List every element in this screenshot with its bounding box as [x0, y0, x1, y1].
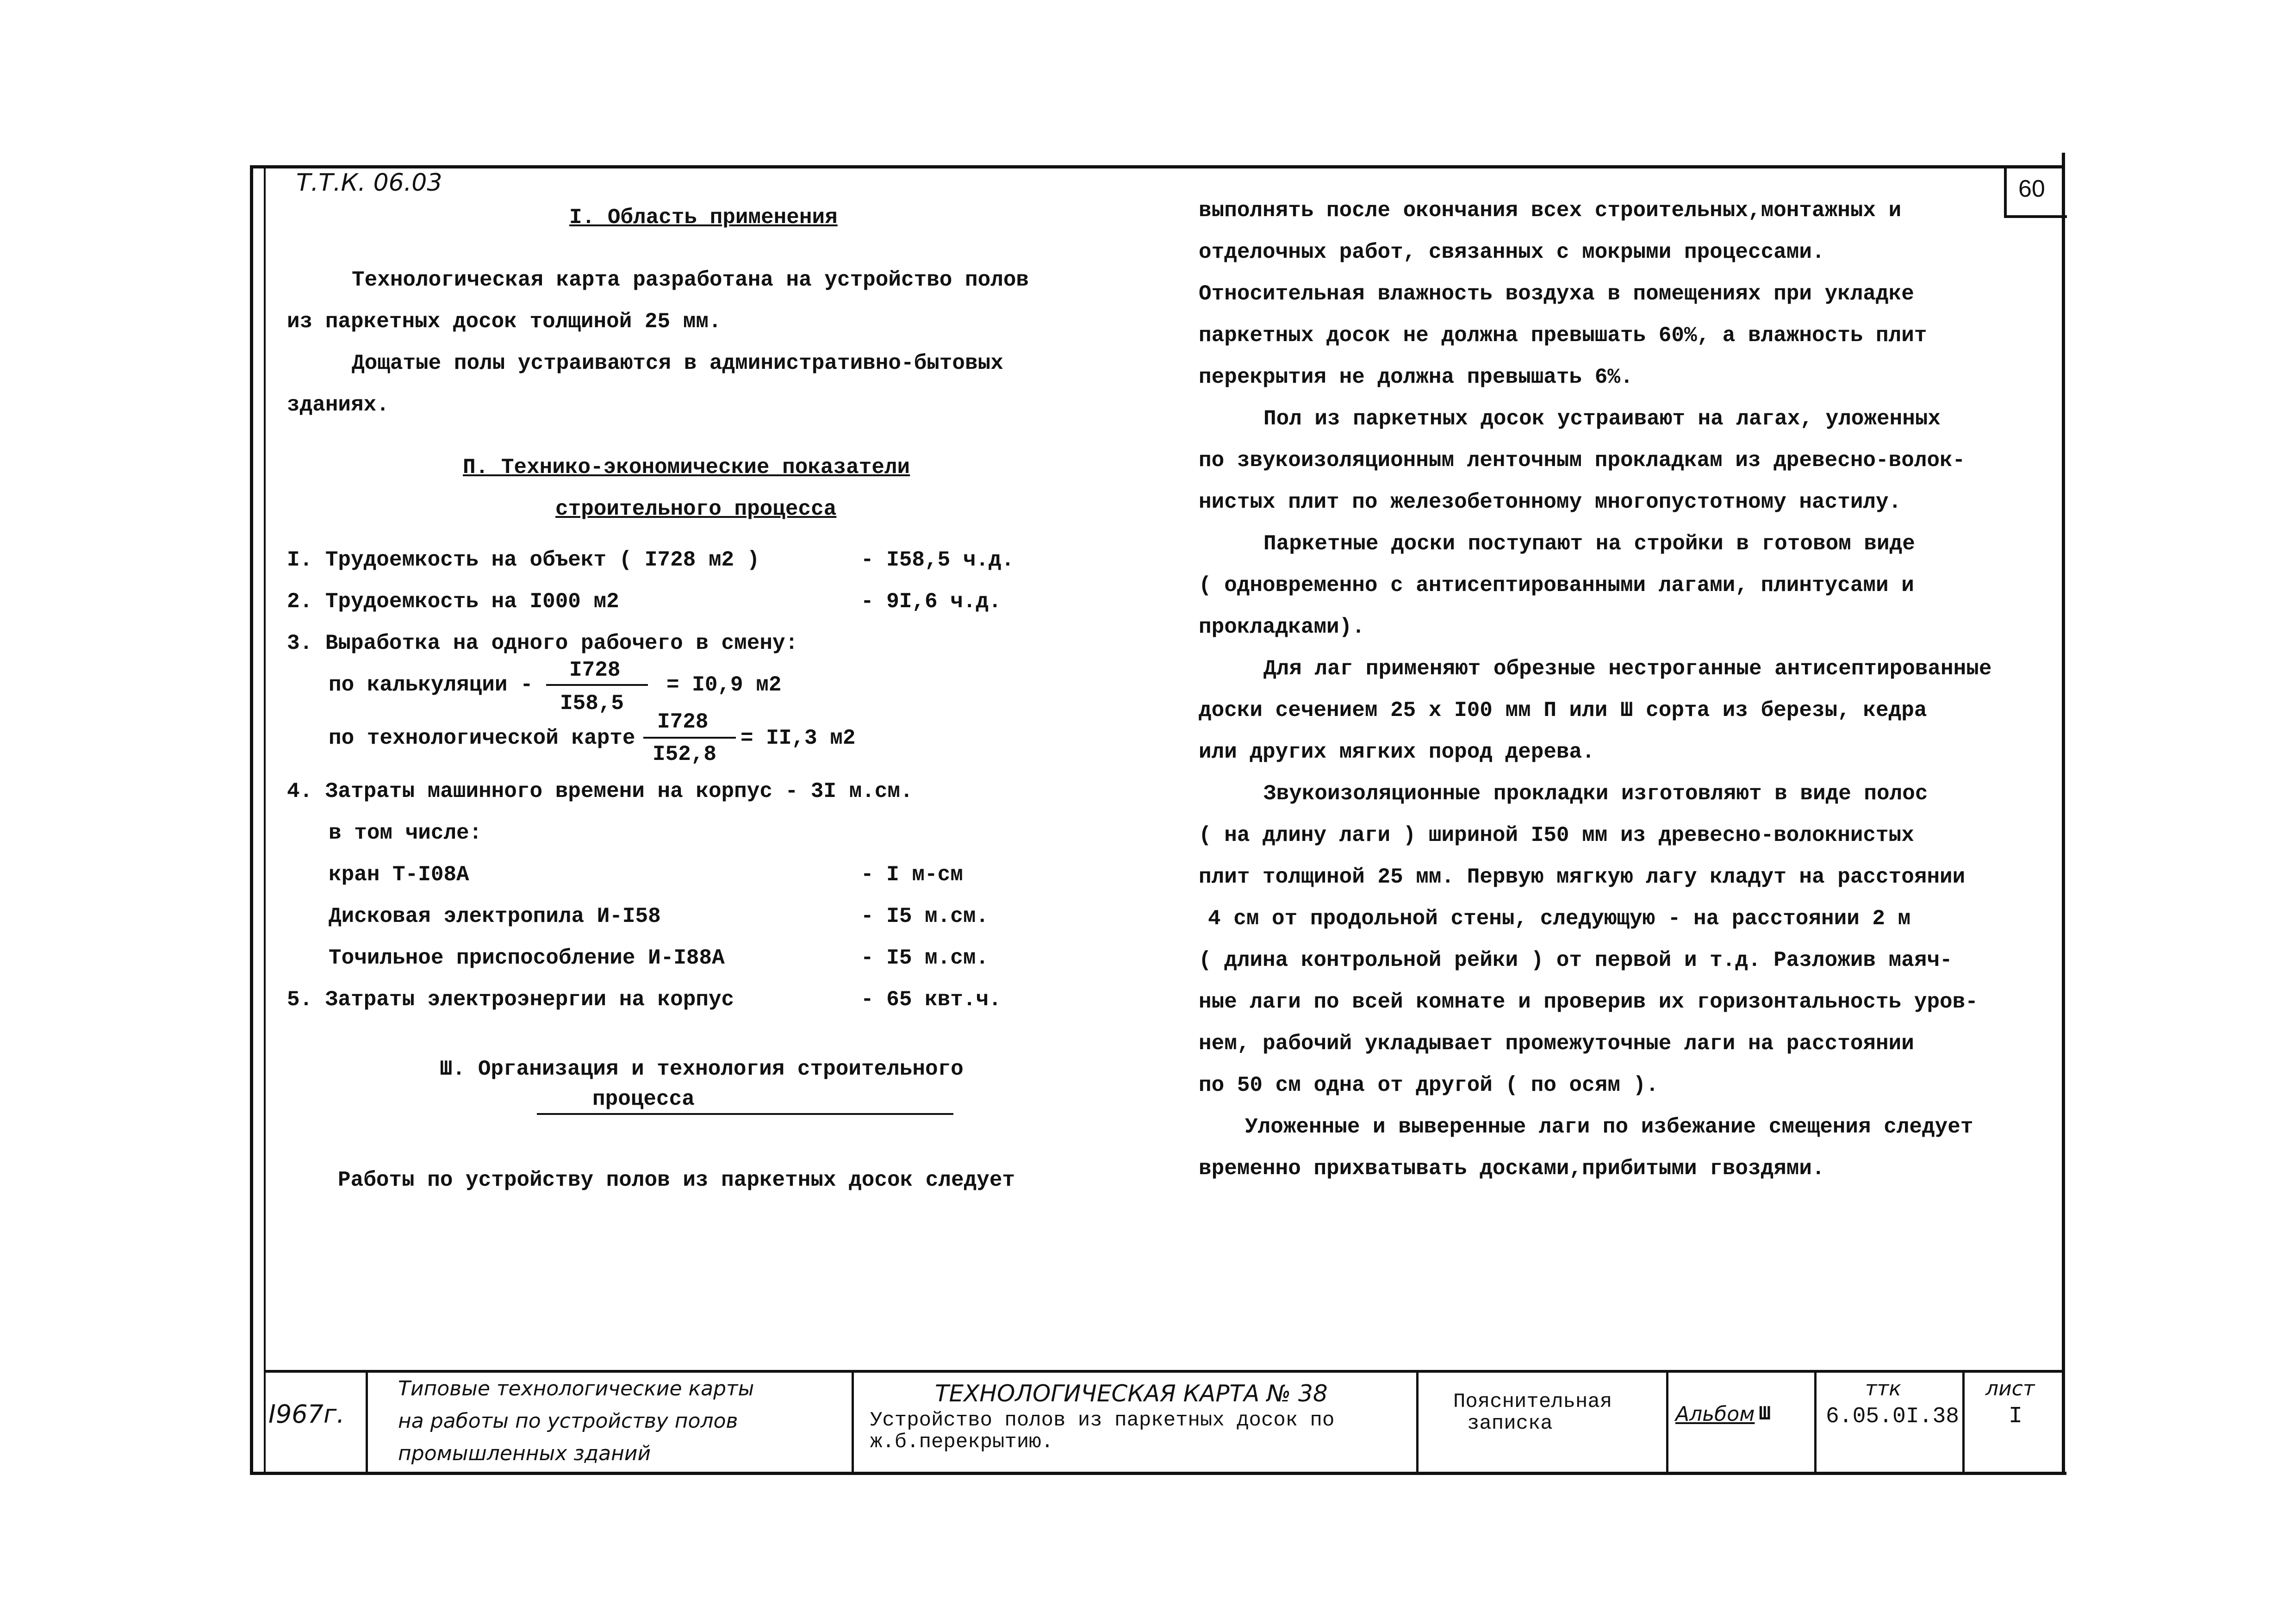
stamp-doc-type-line-2: записка	[1467, 1412, 1553, 1435]
frame-right-border	[2062, 153, 2065, 1472]
calc-1-result: = I0,9 м2	[666, 673, 782, 697]
stamp-sheet-label: лист	[1985, 1377, 2035, 1400]
section-1-title: I. Область применения	[569, 205, 838, 230]
stamp-series-line-1: Типовые технологические карты	[398, 1377, 754, 1400]
right-line-14: или других мягких пород дерева.	[1199, 740, 1595, 764]
calc-1-fraction-line	[546, 684, 648, 686]
right-line-21: нем, рабочий укладывает промежуточные лаги на расстоянии	[1199, 1032, 1914, 1056]
document-code: Т.Т.К. 06.03	[296, 169, 442, 197]
section-3-title-line-2: процесса	[592, 1087, 695, 1111]
stamp-cell-album	[1666, 1373, 1668, 1475]
s1-paragraph-1-line-2: из паркетных досок толщиной 25 мм.	[287, 310, 722, 334]
calc-1-label: по калькуляции -	[329, 673, 533, 697]
right-line-2: отделочных работ, связанных с мокрыми процессами.	[1199, 240, 1825, 264]
page-number: 60	[2018, 175, 2045, 202]
indicator-1-label: I. Трудоемкость на объект ( I728 м2 )	[287, 548, 760, 572]
section-2-title-line-2: строительного процесса	[555, 497, 837, 521]
calc-1-denominator: I58,5	[560, 691, 624, 716]
right-line-19: ( длина контрольной рейки ) от первой и т.д. Разложив маяч-	[1199, 948, 1953, 972]
stamp-series-line-3: промышленных зданий	[398, 1442, 651, 1465]
right-line-11: прокладками).	[1199, 615, 1365, 639]
machine-2-label: Дисковая электропила И-I58	[329, 904, 661, 928]
title-block	[264, 1370, 2064, 1475]
right-line-4: паркетных досок не должна превышать 60%, а влажность плит	[1199, 324, 1927, 348]
stamp-card-title: ТЕХНОЛОГИЧЕСКАЯ КАРТА № 38	[935, 1380, 1328, 1407]
section-2-title-line-1: П. Технико-экономические показатели	[463, 455, 910, 479]
stamp-ttk-value: 6.05.0I.38	[1826, 1404, 1960, 1429]
stamp-doc-type-line-1: Пояснительная	[1453, 1390, 1612, 1413]
indicator-1-value: - I58,5 ч.д.	[861, 548, 1014, 572]
right-line-10: ( одновременно с антисептированными лагами, плинтусами и	[1199, 573, 1914, 597]
machine-1-value: - I м-см	[861, 863, 963, 887]
stamp-cell-ttk	[1814, 1373, 1817, 1475]
stamp-album-label: Альбом	[1675, 1402, 1755, 1426]
s1-paragraph-2-line-2: зданиях.	[287, 393, 389, 417]
stamp-series-line-2: на работы по устройству полов	[398, 1409, 738, 1433]
stamp-cell-doc-type	[1416, 1373, 1419, 1475]
right-line-3: Относительная влажность воздуха в помещениях при укладке	[1199, 282, 1914, 306]
stamp-album-value: Ш	[1759, 1403, 1771, 1426]
right-line-16: ( на длину лаги ) шириной I50 мм из древесно-волокнистых	[1199, 823, 1914, 847]
section-3-title-underline	[537, 1113, 953, 1115]
calc-2-numerator: I728	[657, 710, 709, 734]
indicator-5-value: - 65 квт.ч.	[861, 988, 1002, 1012]
calc-1-numerator: I728	[569, 658, 621, 682]
right-line-13: доски сечением 25 х I00 мм П или Ш сорта из березы, кедра	[1199, 698, 1927, 722]
s3-paragraph-1: Работы по устройству полов из паркетных досок следует	[338, 1168, 1015, 1192]
right-line-24: временно прихватывать досками,прибитыми гвоздями.	[1199, 1157, 1825, 1181]
indicator-5-label: 5. Затраты электроэнергии на корпус	[287, 988, 734, 1012]
right-line-17: плит толщиной 25 мм. Первую мягкую лагу кладут на расстоянии	[1199, 865, 1966, 889]
frame-inner-left-border	[264, 165, 266, 1473]
indicator-4-label: 4. Затраты машинного времени на корпус - 3I м.см.	[287, 779, 913, 803]
calc-2-fraction-line	[643, 737, 736, 739]
right-line-5: перекрытия не должна превышать 6%.	[1199, 365, 1633, 389]
right-line-6: Пол из паркетных досок устраивают на лагах, уложенных	[1263, 407, 1941, 431]
right-line-1: выполнять после окончания всех строительных,монтажных и	[1199, 199, 1902, 223]
section-3-title-line-1: Ш. Организация и технология строительного	[440, 1057, 964, 1081]
right-line-9: Паркетные доски поступают на стройки в готовом виде	[1263, 532, 1915, 556]
right-line-23: Уложенные и выверенные лаги по избежание смещения следует	[1245, 1115, 1973, 1139]
machine-2-value: - I5 м.см.	[861, 904, 989, 928]
stamp-sheet-value: I	[2009, 1403, 2023, 1430]
calc-2-denominator: I52,8	[653, 742, 717, 766]
frame-top-border	[250, 165, 2064, 168]
stamp-cell-card	[852, 1373, 854, 1475]
stamp-card-desc-line-2: ж.б.перекрытию.	[870, 1431, 1054, 1454]
machine-1-label: кран Т-I08А	[329, 863, 469, 887]
indicator-4-subheading: в том числе:	[329, 821, 482, 845]
right-line-18: 4 см от продольной стены, следующую - на расстоянии 2 м	[1208, 907, 1911, 931]
stamp-cell-series	[366, 1373, 368, 1475]
machine-3-value: - I5 м.см.	[861, 946, 989, 970]
stamp-ttk-label: ттк	[1865, 1377, 1901, 1400]
stamp-year: I967г.	[268, 1400, 345, 1429]
indicator-2-value: - 9I,6 ч.д.	[861, 590, 1002, 614]
page-number-box	[2004, 167, 2067, 218]
s1-paragraph-2-line-1: Дощатые полы устраиваются в административно-бытовых	[352, 351, 1003, 375]
right-line-22: по 50 см одна от другой ( по осям ).	[1199, 1073, 1659, 1097]
stamp-cell-sheet	[1962, 1373, 1965, 1475]
machine-3-label: Точильное приспособление И-I88А	[329, 946, 725, 970]
stamp-card-desc-line-1: Устройство полов из паркетных досок по	[870, 1409, 1335, 1432]
right-line-12: Для лаг применяют обрезные нестроганные антисептированные	[1263, 657, 1992, 681]
frame-left-border	[250, 165, 253, 1473]
right-line-15: Звукоизоляционные прокладки изготовляют в виде полос	[1263, 782, 1928, 806]
right-line-20: ные лаги по всей комнате и проверив их горизонтальность уров-	[1199, 990, 1978, 1014]
indicator-2-label: 2. Трудоемкость на I000 м2	[287, 590, 619, 614]
indicator-3-label: 3. Выработка на одного рабочего в смену:	[287, 631, 798, 655]
right-line-7: по звукоизоляционным ленточным прокладкам из древесно-волок-	[1199, 448, 1966, 473]
calc-2-label: по технологической карте	[329, 726, 635, 750]
s1-paragraph-1-line-1: Технологическая карта разработана на устройство полов	[352, 268, 1029, 292]
right-line-8: нистых плит по железобетонному многопустотному настилу.	[1199, 490, 1902, 514]
calc-2-result: = II,3 м2	[740, 726, 856, 750]
